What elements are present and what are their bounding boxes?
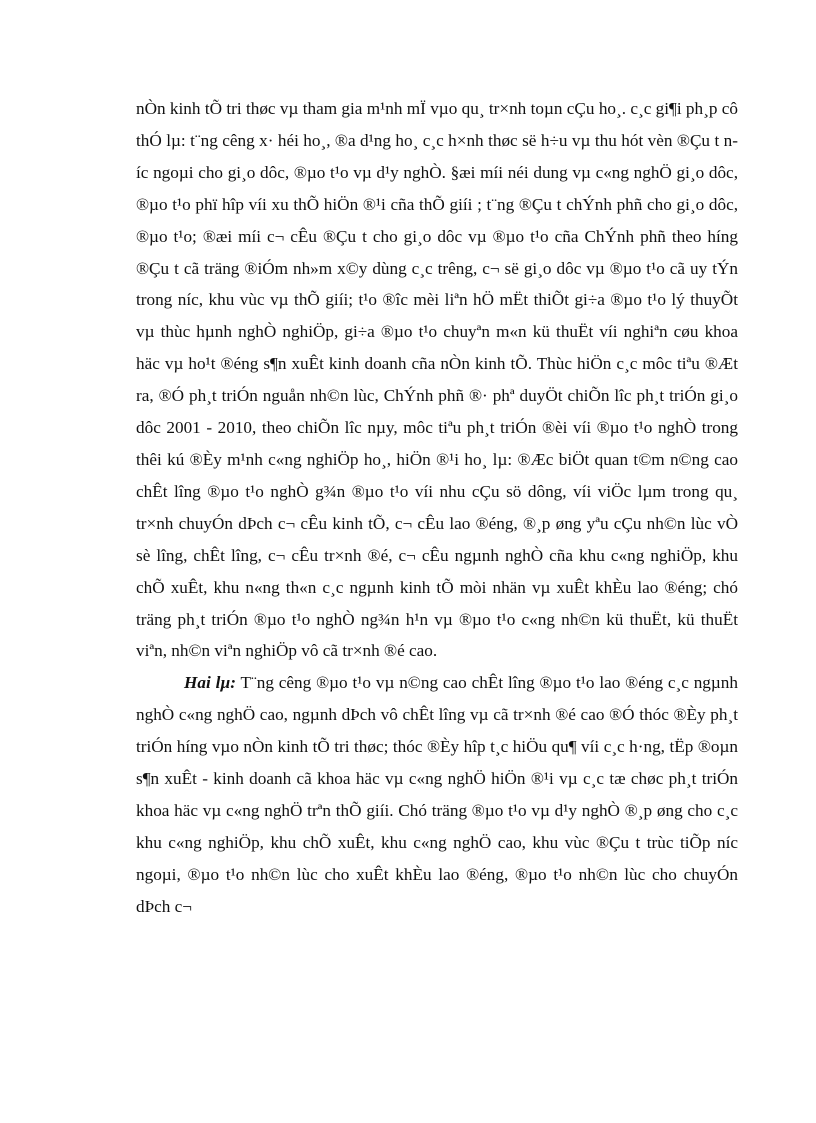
paragraph-hai-la xyxy=(136,667,738,922)
body-text xyxy=(136,93,738,923)
paragraph-continuation: nÒn kinh tÕ tri thøc vµ tham gia m¹nh mÏ vµo qu¸ tr×nh toµn cÇu ho¸. c¸c gi¶i ph¸p cô thÓ lµ: t¨ng cêng x· héi ho¸, ®a d¹ng ho¸ c¸c h×nh thøc së h÷u vµ thu hót vèn ®Çu t níc ngoµi cho gi¸o dôc, ®µo t¹o vµ d¹y nghÒ. §æi míi néi dung vµ c«ng nghÖ gi¸o dôc, ®µo t¹o phï hîp víi xu thÕ hiÖn ®¹i cña thÕ giíi ; t¨ng ®Çu t chÝnh phñ cho gi¸o dôc, ®µo t¹o; ®æi míi c¬ cÊu ®Çu t cho gi¸o dôc vµ ®µo t¹o cña ChÝnh phñ theo híng ®Çu t cã träng ®iÓm nh»m x©y dùng c¸c trêng, c¬ së gi¸o dôc vµ ®µo t¹o cã uy tÝn trong níc, khu vùc vµ thÕ giíi; t¹o ®îc mèi liªn hÖ mËt thiÕt gi÷a ®µo t¹o lý thuyÕt vµ thùc hµnh nghÒ nghiÖp, gi÷a ®µo t¹o chuyªn m«n kü thuËt víi nghiªn cøu khoa häc vµ ho¹t ®éng s¶n xuÊt kinh doanh cña nÒn kinh tÕ. Thùc hiÖn c¸c môc tiªu ®Æt ra, ®Ó ph¸t triÓn nguån nh©n lùc, ChÝnh phñ ®· phª duyÖt chiÕn lîc ph¸t triÓn gi¸o dôc 2001 - 2010, theo chiÕn lîc nµy, môc tiªu ph¸t triÓn ®èi víi ®µo t¹o nghÒ trong thêi kú ®Èy m¹nh c«ng nghiÖp ho¸, hiÖn ®¹i ho¸ lµ: ®Æc biÖt quan t©m n©ng cao chÊt lîng ®µo t¹o nghÒ g¾n ®µo t¹o víi nhu cÇu sö dông, víi viÖc lµm trong qu¸ tr×nh chuyÓn dÞch c¬ cÊu kinh tÕ, c¬ cÊu lao ®éng, ®¸p øng yªu cÇu nh©n lùc vÒ sè lîng, chÊt lîng, c¬ cÊu tr×nh ®é, c¬ cÊu ngµnh nghÒ cña khu c«ng nghiÖp, khu chÕ xuÊt, khu n«ng th«n c¸c ngµnh kinh tÕ mòi nhän vµ xuÊt khÈu lao ®éng; chó träng ph¸t triÓn ®µo t¹o nghÒ ng¾n h¹n vµ ®µo t¹o c«ng nh©n kü thuËt, kü thuËt viªn, nh©n viªn nghiÖp vô cã tr×nh ®é cao. xyxy=(136,99,738,661)
paragraph-hai-la-text: T¨ng cêng ®µo t¹o vµ n©ng cao chÊt lîng ®µo t¹o lao ®éng c¸c ngµnh nghÒ c«ng nghÖ cao, ngµnh dÞch vô chÊt lîng vµ cã tr×nh ®é cao ®Ó thóc ®Èy ph¸t triÓn híng vµo nÒn kinh tÕ tri thøc; thóc ®Èy hîp t¸c hiÖu qu¶ víi c¸c h·ng, tËp ®oµn s¶n xuÊt - kinh doanh cã khoa häc vµ c«ng nghÖ hiÖn ®¹i vµ c¸c tæ chøc ph¸t triÓn khoa häc vµ c«ng nghÖ trªn thÕ giíi. Chó träng ®µo t¹o vµ d¹y nghÒ ®¸p øng cho c¸c khu c«ng nghiÖp, khu chÕ xuÊt, khu c«ng nghÖ cao, khu vùc ®Çu t trùc tiÕp níc ngoµi, ®µo t¹o nh©n lùc cho xuÊt khÈu lao ®éng, ®µo t¹o nh©n lùc cho chuyÓn dÞch c¬ xyxy=(136,673,738,916)
paragraph-lead-label: Hai lµ: xyxy=(184,673,236,693)
